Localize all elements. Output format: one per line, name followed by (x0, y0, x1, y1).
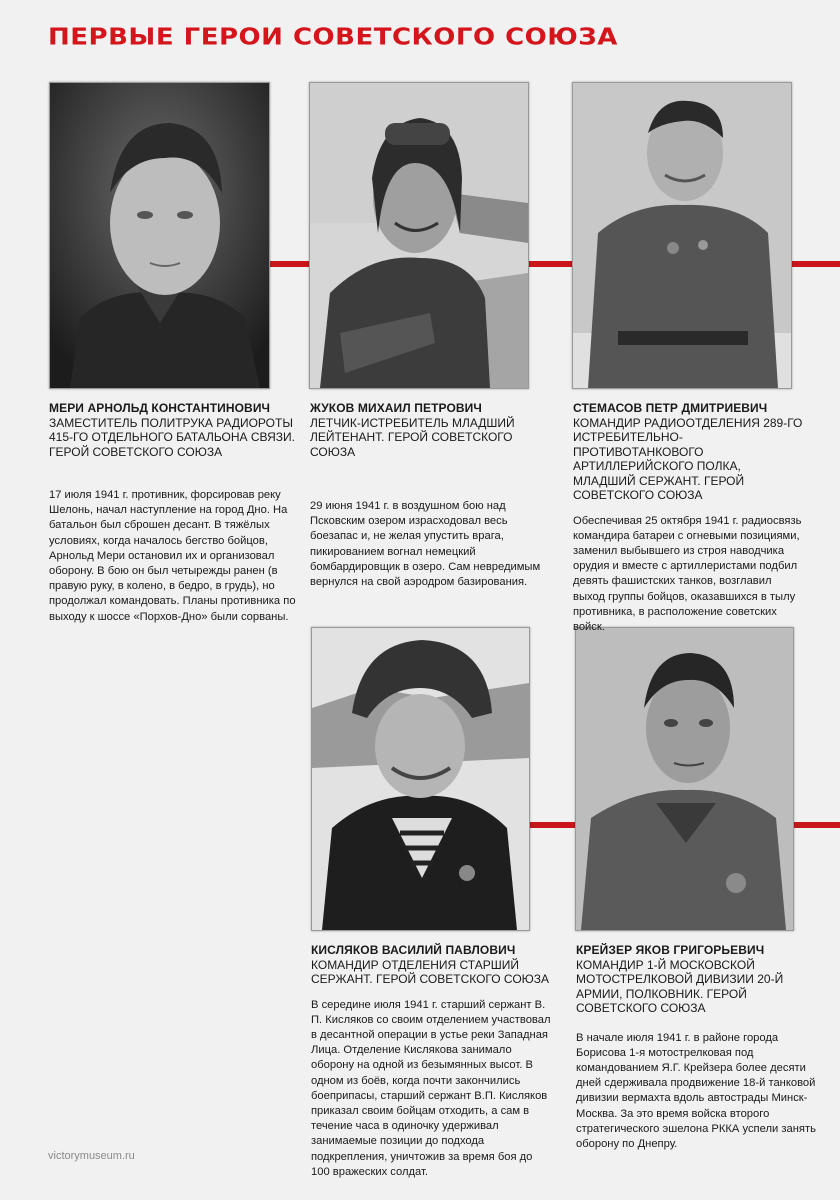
hero-role: КОМАНДИР РАДИООТДЕЛЕНИЯ 289-ГО ИСТРЕБИТЕЛЬНО-ПРОТИВОТАНКОВОГО АРТИЛЛЕРИЙСКОГО ПОЛКА, МЛАДШИЙ СЕРЖАНТ. ГЕРОЙ СОВЕТСКОГО СОЮЗА (573, 415, 803, 502)
hero-role: ЛЕТЧИК-ИСТРЕБИТЕЛЬ МЛАДШИЙ ЛЕЙТЕНАНТ. ГЕРОЙ СОВЕТСКОГО СОЮЗА (310, 415, 515, 459)
hero-description: Обеспечивая 25 октября 1941 г. радиосвязь командира батареи с огневыми позициями, заменил выбывшего из строя наводчика орудия и вместе с артиллеристами подбил девять фашистских танков, возглавил выход группы бойцов, оказавшихся в тылу противника, в расположение советских войск. (573, 514, 802, 633)
hero-name: СТЕМАСОВ ПЕТР ДМИТРИЕВИЧ (573, 401, 768, 415)
portrait-photo-kreyzer (575, 627, 794, 931)
timeline-line-top-2 (527, 261, 573, 267)
page-title: ПЕРВЫЕ ГЕРОИ СОВЕТСКОГО СОЮЗА (48, 24, 618, 51)
hero-description: 17 июля 1941 г. противник, форсировав реку Шелонь, начал наступление на город Дно. На батальон был сброшен десант. В тяжёлых условиях, когда началось бегство бойцов, Арнольд Мери остановил их и организовал оборону. В бою он был четырежды ранен (в правую руку, в колено, в бедро, в грудь), но продолжал командовать. Планы противника по выходу к шоссе «Порхов-Дно» были сорваны. (49, 489, 296, 623)
hero-description: В середине июля 1941 г. старший сержант В. П. Кисляков со своим отделением участвовал в десантной операции в устье реки Западная Лица. Отделение Кислякова занимало оборону на одной из безымянных высот. В одном из боёв, когда почти закончились боеприпасы, старший сержант В.П. Кисляков приказал своим бойцам отходить, а сам в течение часа в одиночку удерживал занимаемые позиции до подхода подкрепления, уничтожив за время боя до 100 вражеских солдат. (311, 998, 551, 1178)
portrait-photo-zhukov (309, 82, 529, 389)
hero-name: КИСЛЯКОВ ВАСИЛИЙ ПАВЛОВИЧ (311, 943, 516, 957)
hero-name: МЕРИ АРНОЛЬД КОНСТАНТИНОВИЧ (49, 401, 271, 415)
hero-card-kislyakov (311, 943, 551, 1180)
hero-card-meri (49, 401, 299, 625)
portrait-photo-stemasov (572, 82, 792, 389)
hero-role: КОМАНДИР 1-Й МОСКОВСКОЙ МОТОСТРЕЛКОВОЙ ДИВИЗИИ 20-Й АРМИИ, ПОЛКОВНИК. ГЕРОЙ СОВЕТСКОГО СОЮЗА (576, 957, 784, 1015)
timeline-line-bottom-1 (528, 822, 575, 828)
timeline-line-top-1 (268, 261, 310, 267)
timeline-line-bottom-2 (792, 822, 840, 828)
hero-name: ЖУКОВ МИХАИЛ ПЕТРОВИЧ (310, 401, 482, 415)
portrait-photo-kislyakov (311, 627, 530, 931)
hero-card-zhukov (310, 401, 550, 590)
hero-card-kreyzer (576, 943, 816, 1152)
hero-role: ЗАМЕСТИТЕЛЬ ПОЛИТРУКА РАДИОРОТЫ 415-ГО ОТДЕЛЬНОГО БАТАЛЬОНА СВЯЗИ. ГЕРОЙ СОВЕТСКОГО СОЮЗА (49, 415, 295, 459)
hero-card-stemasov (573, 401, 805, 635)
footer-site-url: victorymuseum.ru (48, 1150, 135, 1162)
portrait-photo-meri (49, 82, 270, 389)
hero-description: В начале июля 1941 г. в районе города Борисова 1-я мотострелковая под командованием Я.Г. Крейзера более десяти дней сдерживала продвижение 18-й танковой дивизии вермахта вдоль автострады Минск-Москва. За это время войска второго стратегического эшелона РККА успели занять оборону по Днепру. (576, 1031, 816, 1150)
hero-description: 29 июня 1941 г. в воздушном бою над Псковским озером израсходовал весь боезапас и, не желая упустить врага, пикированием вогнал немецкий бомбардировщик в озеро. Сам невредимым вернулся на свой аэродром базирования. (310, 500, 541, 589)
hero-name: КРЕЙЗЕР ЯКОВ ГРИГОРЬЕВИЧ (576, 943, 765, 957)
hero-role: КОМАНДИР ОТДЕЛЕНИЯ СТАРШИЙ СЕРЖАНТ. ГЕРОЙ СОВЕТСКОГО СОЮЗА (311, 957, 550, 986)
timeline-line-top-3 (790, 261, 840, 267)
